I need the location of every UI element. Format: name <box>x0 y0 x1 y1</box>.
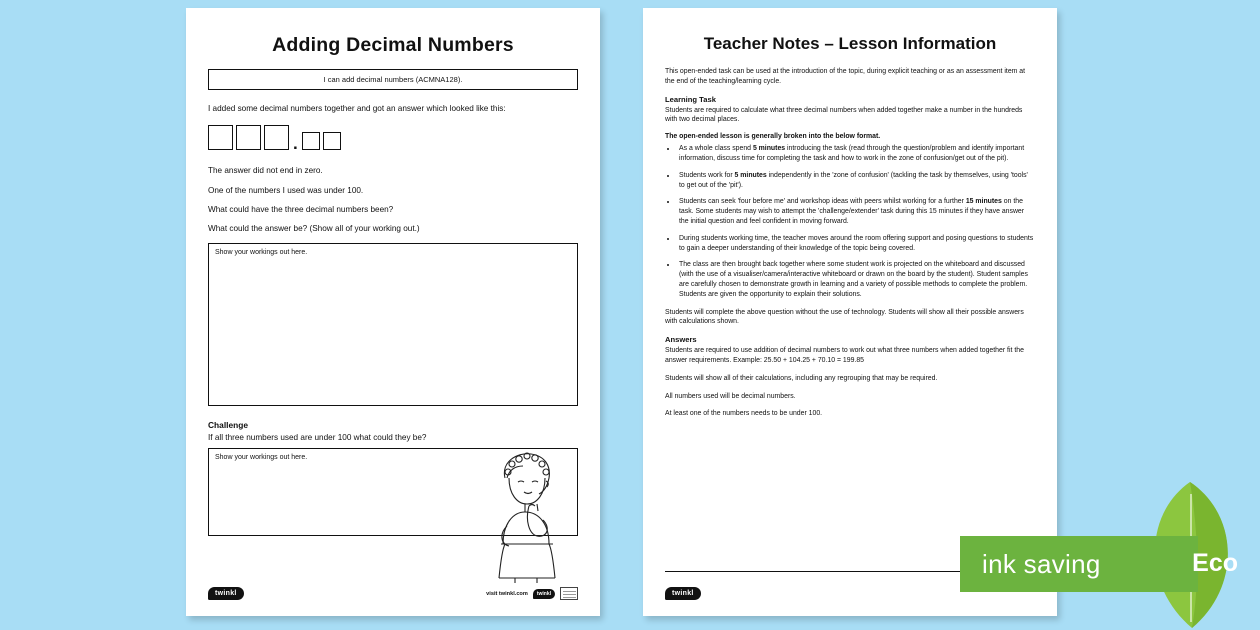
teacher-notes-intro: This open-ended task can be used at the introduction of the topic, during explicit teaching or as an assessment item at the end of the teaching/learning cycle. <box>665 68 1026 85</box>
lesson-format-bullets <box>665 144 1035 299</box>
workings-box-main[interactable] <box>208 243 578 406</box>
answer-paragraph-2: Students will show all of their calculations, including any regrouping that may be required. <box>665 374 938 382</box>
digit-box-tens[interactable] <box>236 125 261 150</box>
decimal-answer-boxes <box>208 125 578 154</box>
list-item: • As a whole class spend 5 minutes introducing the task (read through the question/problem and identify important information, discuss time for completing the task and how to work in the zone of confusion/get out of the pit). <box>677 144 1035 164</box>
answers-heading: Answers <box>665 335 697 345</box>
answer-paragraph-1: Students are required to use addition of decimal numbers to work out what three numbers when added together fit the answer requirements. Example: 25.50 + 104.25 + 70.10 = 199.85 <box>665 347 1024 364</box>
footer-right-group <box>486 587 578 600</box>
learning-task-text: Students are required to calculate what three decimal numbers when added together make a number in the hundreds with two decimal places. <box>665 106 1023 124</box>
eco-bar <box>960 536 1198 592</box>
teacher-notes-title: Teacher Notes – Lesson Information <box>703 34 997 53</box>
digit-box-hundredths[interactable] <box>323 132 341 150</box>
intro-text: I added some decimal numbers together and got an answer which looked like this: <box>208 104 506 113</box>
answer-paragraph-3: All numbers used will be decimal numbers. <box>665 392 796 400</box>
digit-box-hundreds[interactable] <box>208 125 233 150</box>
challenge-text: If all three numbers used are under 100 what could they be? <box>208 433 427 443</box>
teacher-notes-closing: Students will complete the above question without the use of technology. Students will show all their possible answers with calculations shown. <box>665 308 1024 326</box>
digit-box-tenths[interactable] <box>302 132 320 150</box>
thinking-child-illustration <box>485 448 571 583</box>
list-item: • The class are then brought back together where some student work is projected on the whiteboard and discussed (with the use of a visualiser/camera/interactive whiteboard or drawn on the board by the student). Student samples are carefully chosen to demonstrate growth in learning and a variety of possible methods to complete the problem. Students are given the opportunity to explain their solutions. <box>677 260 1035 299</box>
twinkl-logo[interactable]: twinkl <box>665 587 701 600</box>
workings-box-challenge[interactable] <box>208 448 578 536</box>
workings-box-main-label: Show your workings out here. <box>215 249 308 257</box>
learning-objective-box: I can add decimal numbers (ACMNA128). <box>208 69 578 90</box>
learning-task-heading: Learning Task <box>665 94 716 104</box>
decimal-point: . <box>293 134 298 154</box>
worksheet-page <box>186 8 600 616</box>
worksheet-footer <box>208 587 578 600</box>
challenge-heading: Challenge <box>208 420 249 431</box>
list-item: • During students working time, the teacher moves around the room offering support and posing questions to students to gain a deeper understanding of their knowledge of the topic being covered. <box>677 234 1035 254</box>
statement-4: What could the answer be? (Show all of your working out.) <box>208 224 420 233</box>
answer-paragraph-4: At least one of the numbers needs to be under 100. <box>665 410 823 418</box>
workings-box-challenge-label: Show your workings out here. <box>215 454 308 462</box>
statement-3: What could have the three decimal numbers been? <box>208 204 394 214</box>
twinkl-logo[interactable]: twinkl <box>208 587 244 600</box>
twinkl-mini-logo[interactable]: twinkl <box>533 589 555 599</box>
ink-saving-label: ink saving <box>982 548 1101 579</box>
document-thumbnail-icon <box>560 587 578 600</box>
statement-2: One of the numbers I used was under 100. <box>208 185 364 195</box>
list-item: • Students work for 5 minutes independently in the 'zone of confusion' (tackling the task by themselves, using 'tools' to get out of the 'pit'). <box>677 171 1035 191</box>
lesson-format-heading: The open-ended lesson is generally broken into the below format. <box>665 133 881 141</box>
digit-box-ones[interactable] <box>264 125 289 150</box>
eco-label: Eco <box>1192 549 1238 577</box>
statement-1: The answer did not end in zero. <box>208 166 323 176</box>
ink-saving-eco-badge <box>960 480 1260 630</box>
page-title: Adding Decimal Numbers <box>272 34 514 56</box>
list-item: • Students can seek 'four before me' and workshop ideas with peers whilst working for a further 15 minutes on the task. Some students may wish to attempt the 'challenge/extender' task during this 15 minutes if they have answer the initial question and feel confident in moving forward. <box>677 197 1035 226</box>
visit-twinkl-text: visit twinkl.com <box>486 590 528 597</box>
